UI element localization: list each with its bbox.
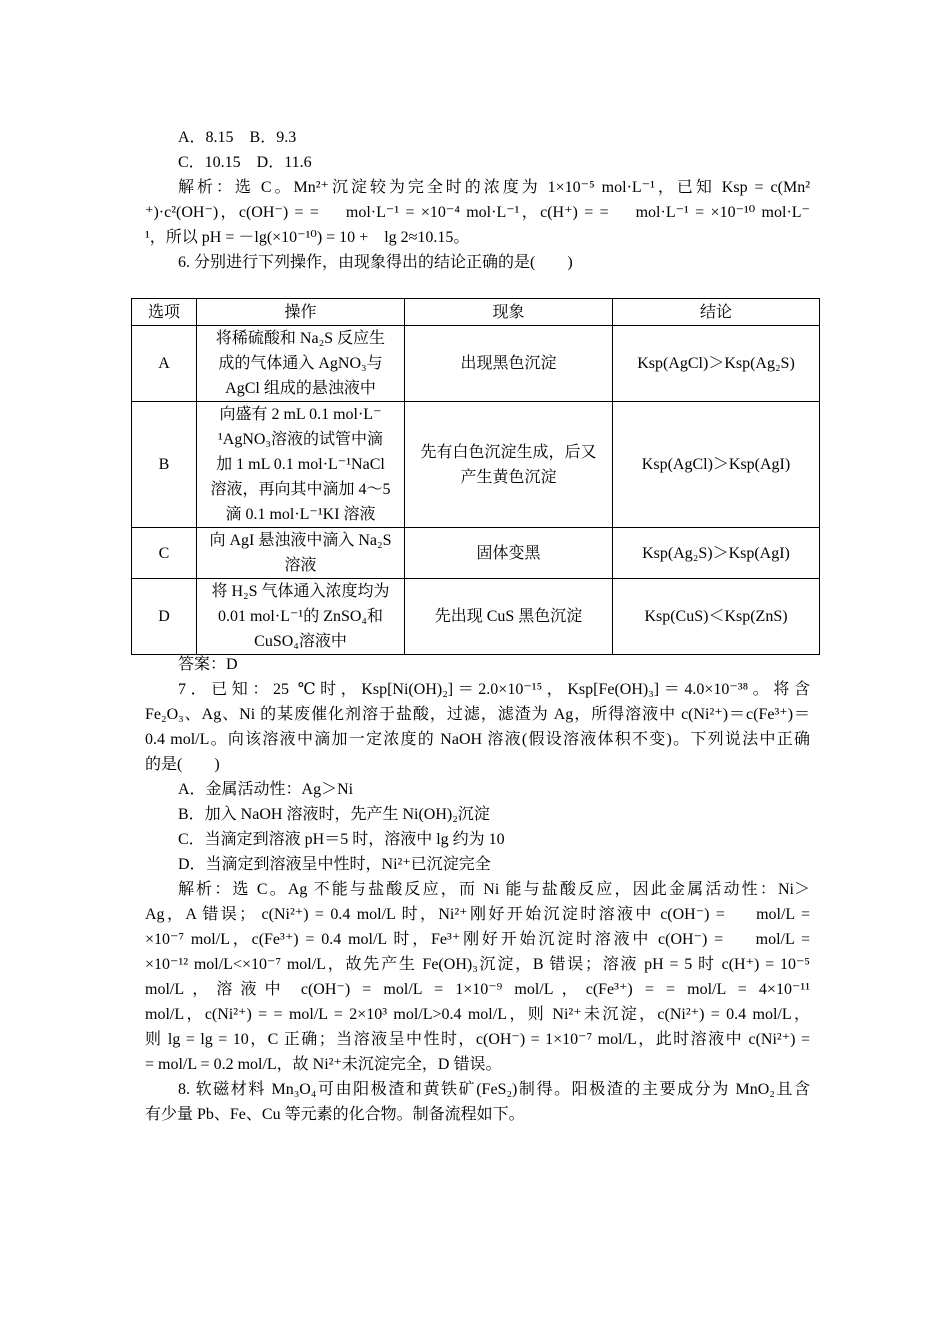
q7-option-d: D．当滴定到溶液呈中性时，Ni²⁺已沉淀完全 [178, 856, 491, 873]
row-operation [197, 528, 405, 579]
table-row [132, 579, 820, 655]
q7-analysis-line-3: ×10⁻⁷ mol/L，c(Fe³⁺) = 0.4 mol/L 时，Fe³⁺刚好开始沉淀时溶液中 c(OH⁻) = mol/L = [145, 931, 810, 948]
op-line: 成的气体通入 AgNO₃与 [218, 355, 383, 372]
header-option: 选项 [132, 299, 197, 326]
op-line: 0.01 mol·L⁻¹的 ZnSO₄和 [217, 608, 384, 625]
op-line: CuSO₄溶液中 [254, 633, 347, 650]
phen-line: 先出现 CuS 黑色沉淀 [434, 608, 583, 625]
phen-line: 先有白色沉淀生成，后又 [420, 443, 597, 461]
op-line: 将稀硫酸和 Na₂S 反应生 [215, 330, 386, 347]
table-row [132, 402, 820, 528]
q7-stem-line-3: 0.4 mol/L。向该溶液中滴加一定浓度的 NaOH 溶液(假设溶液体积不变)。下列说法中正确 [145, 731, 810, 748]
row-phenomenon [405, 528, 613, 579]
q8-stem-line-2: 有少量 Pb、Fe、Cu 等元素的化合物。制备流程如下。 [145, 1106, 525, 1123]
row-phenomenon [405, 402, 613, 528]
row-operation [197, 402, 405, 528]
phen-line: 产生黄色沉淀 [460, 468, 557, 486]
row-conclusion: Ksp(AgCl)＞Ksp(AgI) [613, 402, 820, 528]
q7-analysis-line-1: 解析：选 C。Ag 不能与盐酸反应，而 Ni 能与盐酸反应，因此金属活动性：Ni＞ [178, 881, 810, 898]
phen-line: 出现黑色沉淀 [460, 355, 557, 372]
q7-analysis-line-2: Ag，A 错误； c(Ni²⁺) = 0.4 mol/L 时，Ni²⁺刚好开始沉淀时溶液中 c(OH⁻) = mol/L = [145, 906, 810, 923]
op-line: 将 H₂S 气体通入浓度均为 [211, 583, 390, 600]
op-line: AgCl 组成的悬浊液中 [225, 380, 376, 397]
table-row [132, 528, 820, 579]
op-line: 溶液，再向其中滴加 4～5 [210, 481, 391, 498]
op-line: 加 1 mL 0.1 mol·L⁻¹NaCl [216, 456, 385, 473]
q7-option-a: A．金属活动性：Ag＞Ni [178, 781, 354, 798]
header-phenomenon: 现象 [405, 299, 613, 326]
row-phenomenon [405, 579, 613, 655]
q7-stem-line-1: 7．已知：25 ℃时，Ksp[Ni(OH)₂]＝2.0×10⁻¹⁵，Ksp[Fe(OH)₃]＝4.0×10⁻³⁸。将含 [178, 681, 810, 698]
q5-option-ab: A．8.15 B．9.3 [178, 129, 297, 146]
q7-analysis-line-6: mol/L，c(Ni²⁺) = = mol/L = 2×10³ mol/L>0.4 mol/L，则 Ni²⁺未沉淀，c(Ni²⁺) = 0.4 mol/L， [145, 1006, 810, 1023]
row-conclusion: Ksp(AgCl)＞Ksp(Ag₂S) [613, 326, 820, 402]
phen-line: 固体变黑 [476, 544, 541, 562]
row-option: C [132, 528, 197, 579]
q7-option-b: B．加入 NaOH 溶液时，先产生 Ni(OH)₂沉淀 [178, 806, 490, 823]
table-row [132, 326, 820, 402]
q5-option-cd: C．10.15 D．11.6 [178, 154, 312, 171]
op-line: ¹AgNO₃溶液的试管中滴 [217, 431, 384, 448]
q7-analysis-line-5: mol/L，溶液中 c(OH⁻) = mol/L = 1×10⁻⁹ mol/L，c(Fe³⁺) = = mol/L = 4×10⁻¹¹ [145, 981, 810, 998]
row-operation [197, 326, 405, 402]
row-conclusion: Ksp(CuS)＜Ksp(ZnS) [613, 579, 820, 655]
row-conclusion: Ksp(Ag₂S)＞Ksp(AgI) [613, 528, 820, 579]
q7-analysis-line-4: ×10⁻¹² mol/L<×10⁻⁷ mol/L，故先产生 Fe(OH)₃沉淀，B 错误；溶液 pH = 5 时 c(H⁺) = 10⁻⁵ [145, 956, 810, 973]
op-line: 溶液 [284, 557, 317, 574]
op-line: 滴 0.1 mol·L⁻¹KI 溶液 [225, 506, 376, 523]
header-operation: 操作 [197, 299, 405, 326]
q7-analysis-line-8: = mol/L = 0.2 mol/L，故 Ni²⁺未沉淀完全，D 错误。 [145, 1056, 502, 1073]
op-line: 向盛有 2 mL 0.1 mol·L⁻ [219, 406, 382, 423]
q5-analysis-line-2: ⁺)·c²(OH⁻)，c(OH⁻) = = mol·L⁻¹ = ×10⁻⁴ mol·L⁻¹，c(H⁺) = = mol·L⁻¹ = ×10⁻¹⁰ mol·L⁻ [145, 204, 810, 221]
q6-options-table [131, 298, 820, 655]
q6-answer: 答案：D [178, 656, 238, 673]
row-operation [197, 579, 405, 655]
q6-stem: 6. 分别进行下列操作，由现象得出的结论正确的是( ) [178, 254, 573, 271]
q5-analysis-line-1: 解析：选 C。Mn²⁺沉淀较为完全时的浓度为 1×10⁻⁵ mol·L⁻¹，已知 Ksp = c(Mn² [178, 179, 810, 196]
q7-option-c: C．当滴定到溶液 pH＝5 时，溶液中 lg 约为 10 [178, 831, 505, 848]
q8-stem-line-1: 8. 软磁材料 Mn₃O₄可由阳极渣和黄铁矿(FeS₂)制得。阳极渣的主要成分为 MnO₂且含 [178, 1081, 810, 1098]
table-header-row [132, 299, 820, 326]
header-conclusion: 结论 [613, 299, 820, 326]
row-option: B [132, 402, 197, 528]
row-option: A [132, 326, 197, 402]
row-option: D [132, 579, 197, 655]
q7-analysis-line-7: 则 lg = lg = 10，C 正确；当溶液呈中性时，c(OH⁻) = 1×10⁻⁷ mol/L，此时溶液中 c(Ni²⁺) = [145, 1031, 810, 1048]
op-line: 向 AgI 悬浊液中滴入 Na₂S [209, 532, 392, 549]
q7-stem-line-2: Fe₂O₃、Ag、Ni 的某废催化剂溶于盐酸，过滤，滤渣为 Ag，所得溶液中 c(Ni²⁺)＝c(Fe³⁺)＝ [145, 706, 810, 723]
q5-analysis-line-3: ¹，所以 pH = －lg(×10⁻¹⁰) = 10 + lg 2≈10.15。 [145, 229, 470, 246]
row-phenomenon [405, 326, 613, 402]
q7-stem-line-4: 的是( ) [145, 756, 220, 773]
